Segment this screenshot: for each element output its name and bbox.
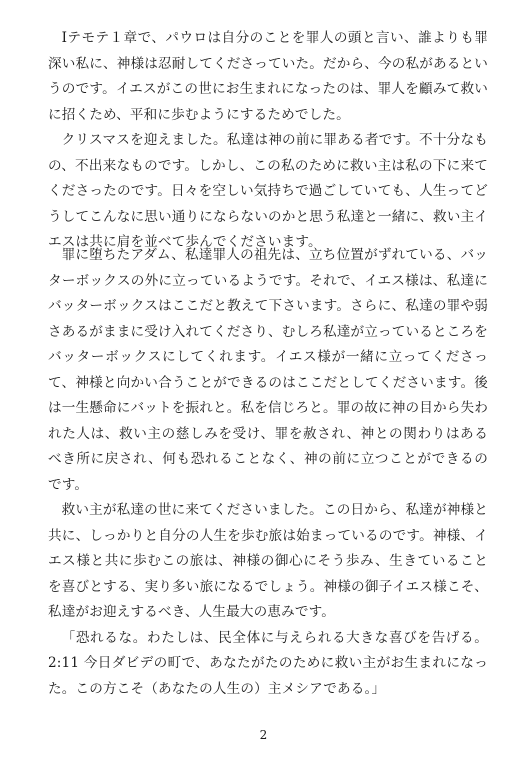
paragraph-2: クリスマスを迎えました。私達は神の前に罪ある者です。不十分なもの、不出来なものです。しかし、この私のために救い主は私の下に来てくださったのです。日々を空しい気持ちで過ごしていても、人生ってどうしてこんなに思い通りにならないのかと思う私達と一緒に、救い主イエスは共に肩を並べて歩んでくださいます。 [48, 132, 488, 250]
paragraph-5: 「恐れるな。わたしは、民全体に与えられる大きな喜びを告げる。 2:11 今日ダビデの町で、あなたがたのために救い主がお生まれになった。この方こそ（あなたの人生の）主メシアである。」 [48, 629, 488, 697]
text-section-2 [48, 243, 488, 702]
paragraph-1: Ⅰテモテ１章で、パウロは自分のことを罪人の頭と言い、誰よりも罪深い私に、神様は忍耐してくださっていた。だから、今の私があるというのです。イエスがこの世にお生まれになったのは、罪人を顧みて救いに招くため、平和に歩むようにするためでした。 [48, 30, 488, 123]
text-section-1 [48, 26, 488, 256]
page-number: 2 [259, 728, 268, 742]
paragraph-3: 罪に堕ちたアダム、私達罪人の祖先は、立ち位置がずれている、バッターボックスの外に立っているようです。それで、イエス様は、私達にバッターボックスはここだと教えて下さいます。さらに、私達の罪や弱さあるがままに受け入れてくださり、むしろ私達が立っているところをバッターボックスにしてくれます。イエス様が一緒に立ってくださって、神様と向かい合うことができるのはここだとしてくださいます。後は一生懸命にバットを振れと。私を信じろと。罪の故に神の目から失われた人は、救い主の慈しみを受け、罪を赦され、神との関わりはあるべき所に戻され、何も恐れることなく、神の前に立つことができるのです。 [48, 247, 488, 493]
paragraph-4: 救い主が私達の世に来てくださいました。この日から、私達が神様と共に、しっかりと自分の人生を歩む旅は始まっているのです。神様、イエス様と共に歩むこの旅は、神様の御心にそう歩み、生きていることを喜びとする、実り多い旅になるでしょう。神様の御子イエス様こそ、私達がお迎えするべき、人生最大の恵みです。 [48, 502, 488, 620]
